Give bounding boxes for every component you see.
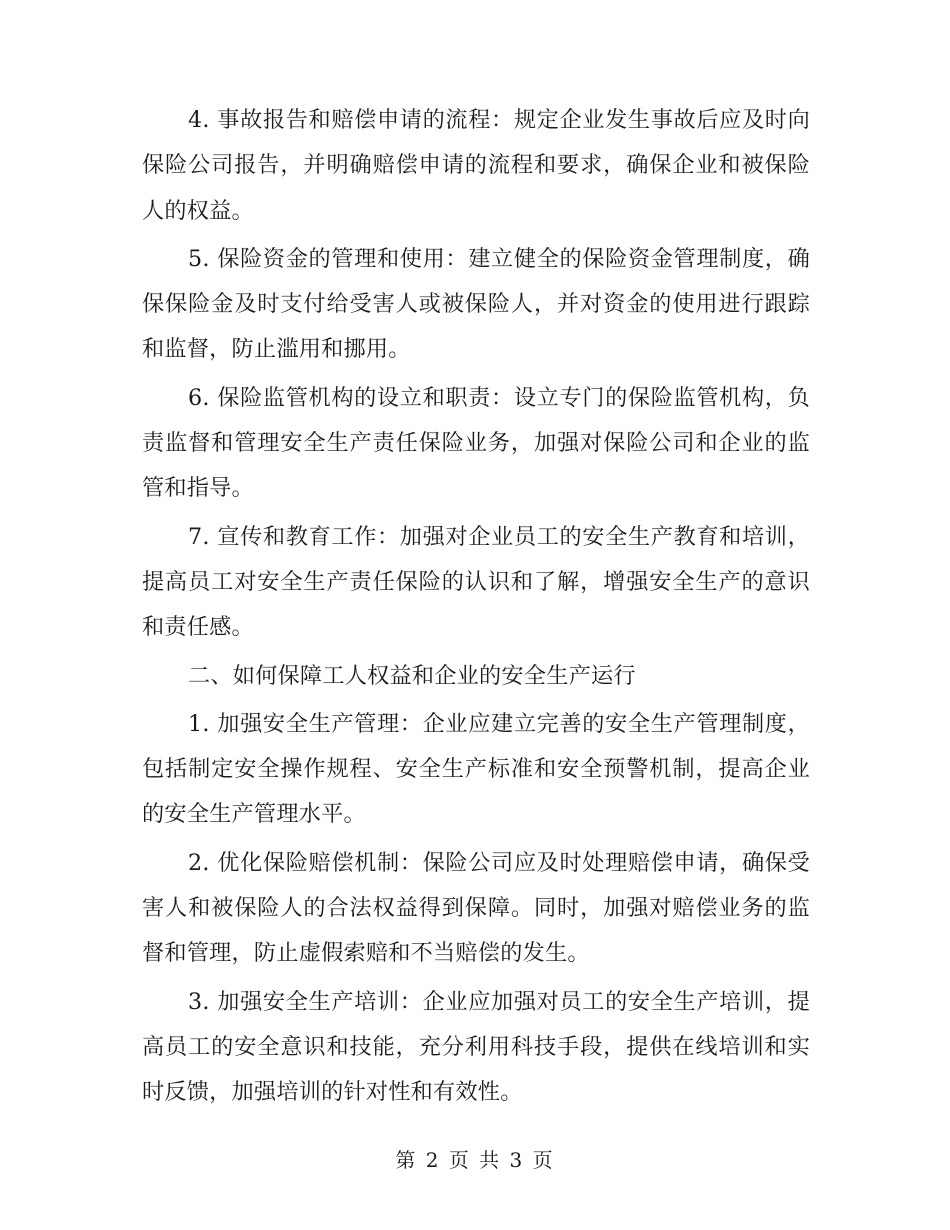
section-heading: 二、如何保障工人权益和企业的安全生产运行 — [188, 662, 636, 689]
paragraph-item-2: 2. 优化保险赔偿机制：保险公司应及时处理赔偿申请，确保受害人和被保险人的合法权益得到保障。同时，加强对赔偿业务的监督和管理，防止虚假索赔和不当赔偿的发生。 — [142, 849, 810, 967]
paragraph-item-6: 6. 保险监管机构的设立和职责：设立专门的保险监管机构，负责监督和管理安全生产责任保险业务，加强对保险公司和企业的监管和指导。 — [142, 384, 810, 502]
page-number-footer: 第 2 页 共 3 页 — [395, 1148, 555, 1172]
paragraph-item-4: 4. 事故报告和赔偿申请的流程：规定企业发生事故后应及时向保险公司报告，并明确赔偿申请的流程和要求，确保企业和被保险人的权益。 — [142, 107, 810, 224]
paragraph-item-3: 3. 加强安全生产培训：企业应加强对员工的安全生产培训，提高员工的安全意识和技能，充分利用科技手段，提供在线培训和实时反馈，加强培训的针对性和有效性。 — [142, 988, 810, 1106]
document-body — [142, 98, 810, 1119]
paragraph-item-5: 5. 保险资金的管理和使用：建立健全的保险资金管理制度，确保保险金及时支付给受害人或被保险人，并对资金的使用进行跟踪和监督，防止滥用和挪用。 — [142, 245, 810, 363]
paragraph-item-7: 7. 宣传和教育工作：加强对企业员工的安全生产教育和培训，提高员工对安全生产责任保险的认识和了解，增强安全生产的意识和责任感。 — [142, 523, 810, 641]
paragraph-item-1: 1. 加强安全生产管理：企业应建立完善的安全生产管理制度，包括制定安全操作规程、安全生产标准和安全预警机制，提高企业的安全生产管理水平。 — [142, 710, 810, 828]
